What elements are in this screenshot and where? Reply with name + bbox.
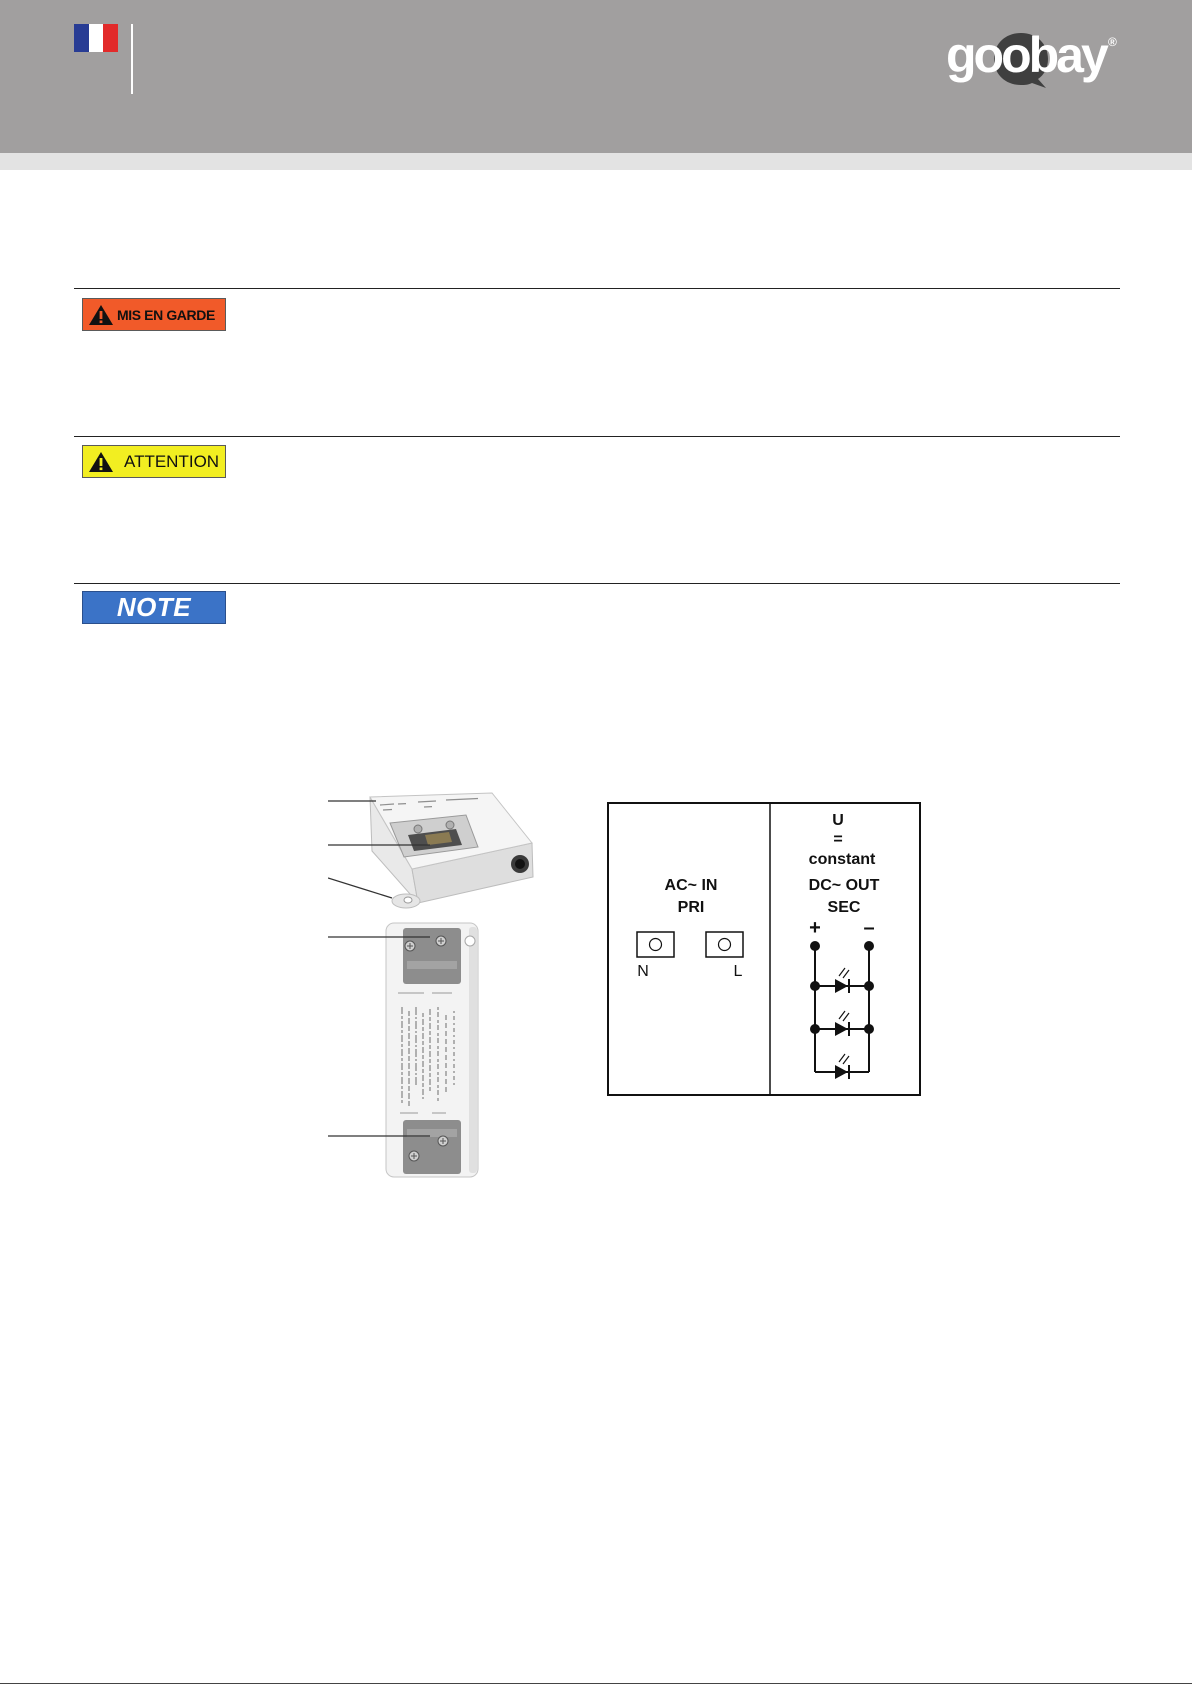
goobay-logo: goobay [946,27,1106,83]
led-circuit [815,946,869,1072]
screw-terminal-icon [436,936,446,946]
note-badge [82,591,226,624]
terminal-cover-band [407,961,457,969]
negative-terminal-label: – [863,917,875,939]
notice-divider [74,583,1120,584]
screw-terminal-icon [438,1136,448,1146]
notice-divider [74,436,1120,437]
led-diode-icon [835,1011,849,1036]
screw-terminal-icon [446,821,454,829]
input-side: PRI [677,899,705,916]
caution-label: ATTENTION [124,451,220,471]
mounting-hole-icon [404,897,412,903]
device-edge-shade [469,927,477,1173]
flag-red-stripe [103,24,118,52]
note-label: NOTE [116,592,192,622]
header-separator [131,24,133,94]
device-angled-view [370,793,533,908]
neutral-terminal-label: N [637,963,649,980]
output-equals: = [833,831,843,848]
warning-triangle-icon [88,451,114,473]
screw-terminal-icon [405,941,415,951]
product-photo [328,785,540,1180]
callout-line [328,878,392,898]
france-flag-icon [74,24,118,52]
flag-blue-stripe [74,24,89,52]
warning-triangle-icon [88,304,114,326]
live-terminal-label: L [733,963,743,980]
wiring-diagram-drawing [607,802,921,1096]
flag-white-stripe [89,24,104,52]
wiring-diagram [607,802,921,1096]
positive-terminal-label: + [809,917,821,939]
terminal-cover-icon [403,1120,461,1174]
node [810,941,820,951]
notice-divider [74,288,1120,289]
warning-label: MIS EN GARDE [117,306,215,323]
output-title: DC~ OUT [808,877,880,894]
dc-port-inner [515,859,525,869]
terminal-block-icon [706,932,743,957]
led-diode-icon [835,968,849,993]
warning-badge [82,298,226,331]
node [864,1024,874,1034]
output-mode: constant [808,851,876,868]
node [864,981,874,991]
input-title: AC~ IN [664,877,718,894]
led-diode-icon [835,1054,849,1079]
registered-mark: ® [1108,35,1117,49]
terminal-block-icon [637,932,674,957]
screw-terminal-icon [409,1151,419,1161]
page-bottom-rule [0,1683,1192,1684]
node [810,981,820,991]
node [810,1024,820,1034]
screw-terminal-icon [414,825,422,833]
node [864,941,874,951]
caution-badge [82,445,226,478]
output-side: SEC [827,899,861,916]
mounting-hole-icon [465,936,475,946]
header-strip [0,153,1192,170]
device-top-view [386,923,478,1177]
output-voltage-symbol: U [832,812,844,829]
